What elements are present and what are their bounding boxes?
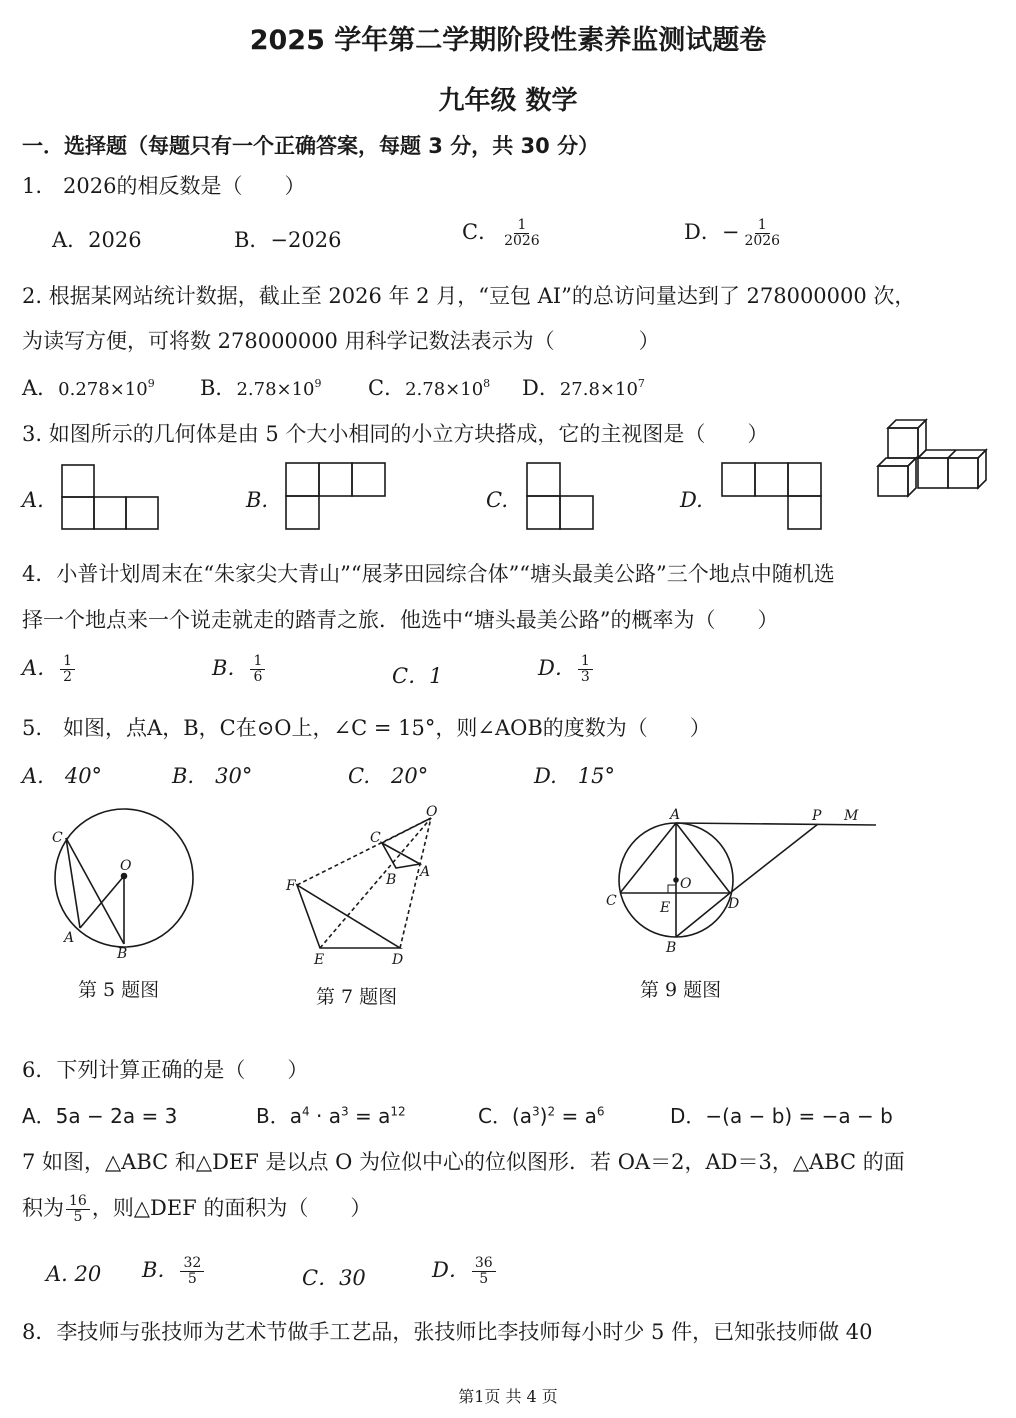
q4-b-num: 1	[250, 654, 265, 670]
q2-c-exp: 8	[483, 377, 491, 390]
fig7-label-o: O	[426, 804, 438, 820]
fig7-label-f: F	[286, 878, 296, 894]
q4-b-den: 6	[253, 669, 263, 685]
q2-d-exp: 7	[637, 377, 645, 390]
q7-area-fraction	[66, 1194, 90, 1224]
question-2-line1: 2. 根据某网站统计数据，截止至 2026 年 2 月，“豆包 AI”的总访问量达到了 278000000 次，	[22, 284, 916, 308]
figure-9	[606, 807, 876, 956]
question-2-line2: 为读写方便，可将数 278000000 用科学记数法表示为（ ）	[22, 329, 660, 353]
q7-area-den: 5	[73, 1209, 83, 1225]
question-8-line1: 8．李技师与张技师为艺术节做手工艺品，张技师比李技师每小时少 5 件，已知张技师做 40	[22, 1320, 873, 1344]
q1-c-label: C．	[462, 220, 500, 244]
q6-b-exp2: 3	[340, 1104, 349, 1119]
q7-line2-post: ，则△DEF 的面积为（ ）	[91, 1196, 372, 1220]
q6-c-exp1: 3	[532, 1104, 540, 1119]
q7-option-d	[432, 1254, 498, 1287]
question-3-stem: 3. 如图所示的几何体是由 5 个大小相同的小立方块搭成，它的主视图是（ ）	[22, 422, 769, 446]
question-7-line1: 7 如图，△ABC 和△DEF 是以点 O 为位似中心的位似图形．若 OA＝2，AD＝3，△ABC 的面	[22, 1150, 905, 1174]
q2-d-label: D．	[522, 376, 560, 400]
page-number: 第1页 共 4 页	[458, 1387, 558, 1406]
fig7-label-a: A	[420, 864, 431, 880]
q7-b-den: 5	[187, 1271, 197, 1287]
q4-b-label: B．	[212, 656, 249, 680]
q4-a-num: 1	[60, 654, 75, 670]
q6-c-exp3: 6	[596, 1104, 605, 1119]
q6-c-exp2: 2	[547, 1104, 556, 1119]
q6-b-part1: B．a	[256, 1104, 302, 1128]
fig5-label-o: O	[120, 858, 132, 874]
question-4-line1: 4．小普计划周末在“朱家尖大青山”“展茅田园综合体”“塘头最美公路”三个地点中随机选	[22, 562, 835, 586]
q6-b-exp1: 4	[301, 1104, 310, 1119]
q3-option-d-label: D.	[680, 488, 703, 512]
q7-area-num: 16	[66, 1194, 90, 1210]
fig7-label-b: B	[386, 872, 397, 888]
q2-a-exp: 9	[147, 377, 155, 390]
question-4-line2: 择一个地点来一个说走就走的踏青之旅．他选中“塘头最美公路”的概率为（ ）	[22, 608, 779, 632]
q7-b-num: 32	[180, 1256, 204, 1272]
figure-5	[52, 809, 193, 962]
figure-7	[285, 804, 438, 968]
q6-option-b	[256, 1100, 406, 1129]
q7-b-fraction	[180, 1256, 204, 1286]
q2-b-exp: 9	[314, 377, 322, 390]
q2-d-base: 27.8×10	[559, 379, 638, 400]
q2-c-base: 2.78×10	[405, 379, 484, 400]
q1-c-num: 1	[514, 218, 529, 234]
section-heading: 一．选择题（每题只有一个正确答案，每题 3 分，共 30 分）	[22, 134, 600, 158]
exam-title: 2025 学年第二学期阶段性素养监测试题卷	[249, 25, 767, 56]
question-1-stem: 1. 2026的相反数是（ ）	[22, 174, 306, 198]
q2-b-base: 2.78×10	[236, 379, 315, 400]
q6-c-part3: = a	[555, 1104, 597, 1128]
fig5-caption: 第 5 题图	[78, 979, 160, 1001]
fig9-label-p: P	[812, 808, 822, 824]
q5-option-b: B. 30°	[172, 764, 253, 788]
fig5-label-b: B	[117, 946, 128, 962]
fig9-label-d: D	[728, 896, 740, 912]
exam-subtitle: 九年级 数学	[438, 86, 578, 116]
q2-c-label: C．	[368, 376, 406, 400]
q7-b-label: B．	[142, 1258, 179, 1282]
q6-c-part2: )	[539, 1104, 548, 1128]
q6-b-part3: = a	[348, 1104, 391, 1128]
q7-d-num: 36	[472, 1256, 496, 1272]
fig5-segment-ao	[80, 876, 124, 928]
q1-c-den: 2026	[504, 233, 540, 249]
question-7-line2	[22, 1192, 371, 1225]
q7-d-fraction	[472, 1256, 496, 1286]
q4-d-num: 1	[578, 654, 593, 670]
q3-option-b-label: B.	[246, 488, 269, 512]
question-6-stem: 6．下列计算正确的是（ ）	[22, 1058, 309, 1082]
q6-b-exp3: 12	[390, 1104, 406, 1119]
q4-a-label: A．	[22, 656, 59, 680]
q1-d-num: 1	[755, 218, 770, 234]
q4-d-den: 3	[580, 669, 590, 685]
q4-d-label: D．	[538, 656, 576, 680]
q5-option-a: A. 40°	[22, 764, 103, 788]
q5-option-d: D. 15°	[534, 764, 615, 788]
q7-d-label: D．	[432, 1258, 470, 1282]
q2-a-base: 0.278×10	[58, 379, 148, 400]
q1-option-a: A．2026	[52, 228, 142, 252]
fig9-label-o: O	[680, 876, 692, 892]
q7-d-den: 5	[479, 1271, 489, 1287]
fig9-label-c: C	[606, 893, 617, 909]
q4-a-den: 2	[63, 669, 73, 685]
q6-option-a: A．5a − 2a = 3	[22, 1104, 178, 1128]
q1-d-label: D．−	[684, 220, 740, 244]
fig9-label-e: E	[660, 900, 671, 916]
fig9-label-m: M	[844, 808, 859, 824]
q5-option-c: C. 20°	[348, 764, 429, 788]
q3-option-a-label: A.	[22, 488, 44, 512]
q7-option-b	[142, 1254, 206, 1287]
fig7-label-d: D	[392, 952, 404, 968]
q2-a-label: A．	[22, 376, 59, 400]
q7-option-a: A. 20	[46, 1262, 102, 1286]
q6-option-c	[478, 1100, 605, 1129]
fig7-label-e: E	[314, 952, 325, 968]
q7-line2-pre: 积为	[22, 1196, 64, 1220]
fig7-caption: 第 7 题图	[316, 986, 398, 1008]
q1-option-b: B．−2026	[234, 228, 342, 252]
fig9-label-a: A	[670, 807, 681, 823]
q6-b-part2: · a	[309, 1104, 341, 1128]
question-5-stem: 5. 如图，点A，B，C在⊙O上，∠C = 15°，则∠AOB的度数为（ ）	[22, 716, 711, 740]
q1-d-den: 2026	[744, 233, 781, 249]
fig5-label-a: A	[64, 930, 75, 946]
q6-c-part1: C．(a	[478, 1104, 533, 1128]
q2-b-label: B．	[200, 376, 237, 400]
q3-option-c-label: C.	[486, 488, 508, 512]
fig7-label-c: C	[370, 830, 381, 846]
fig9-caption: 第 9 题图	[640, 979, 722, 1001]
fig5-label-c: C	[52, 830, 63, 846]
q4-option-c: C．1	[392, 664, 443, 688]
q7-option-c: C．30	[302, 1266, 366, 1290]
fig9-label-b: B	[666, 940, 677, 956]
q6-option-d: D．−(a − b) = −a − b	[670, 1104, 893, 1128]
